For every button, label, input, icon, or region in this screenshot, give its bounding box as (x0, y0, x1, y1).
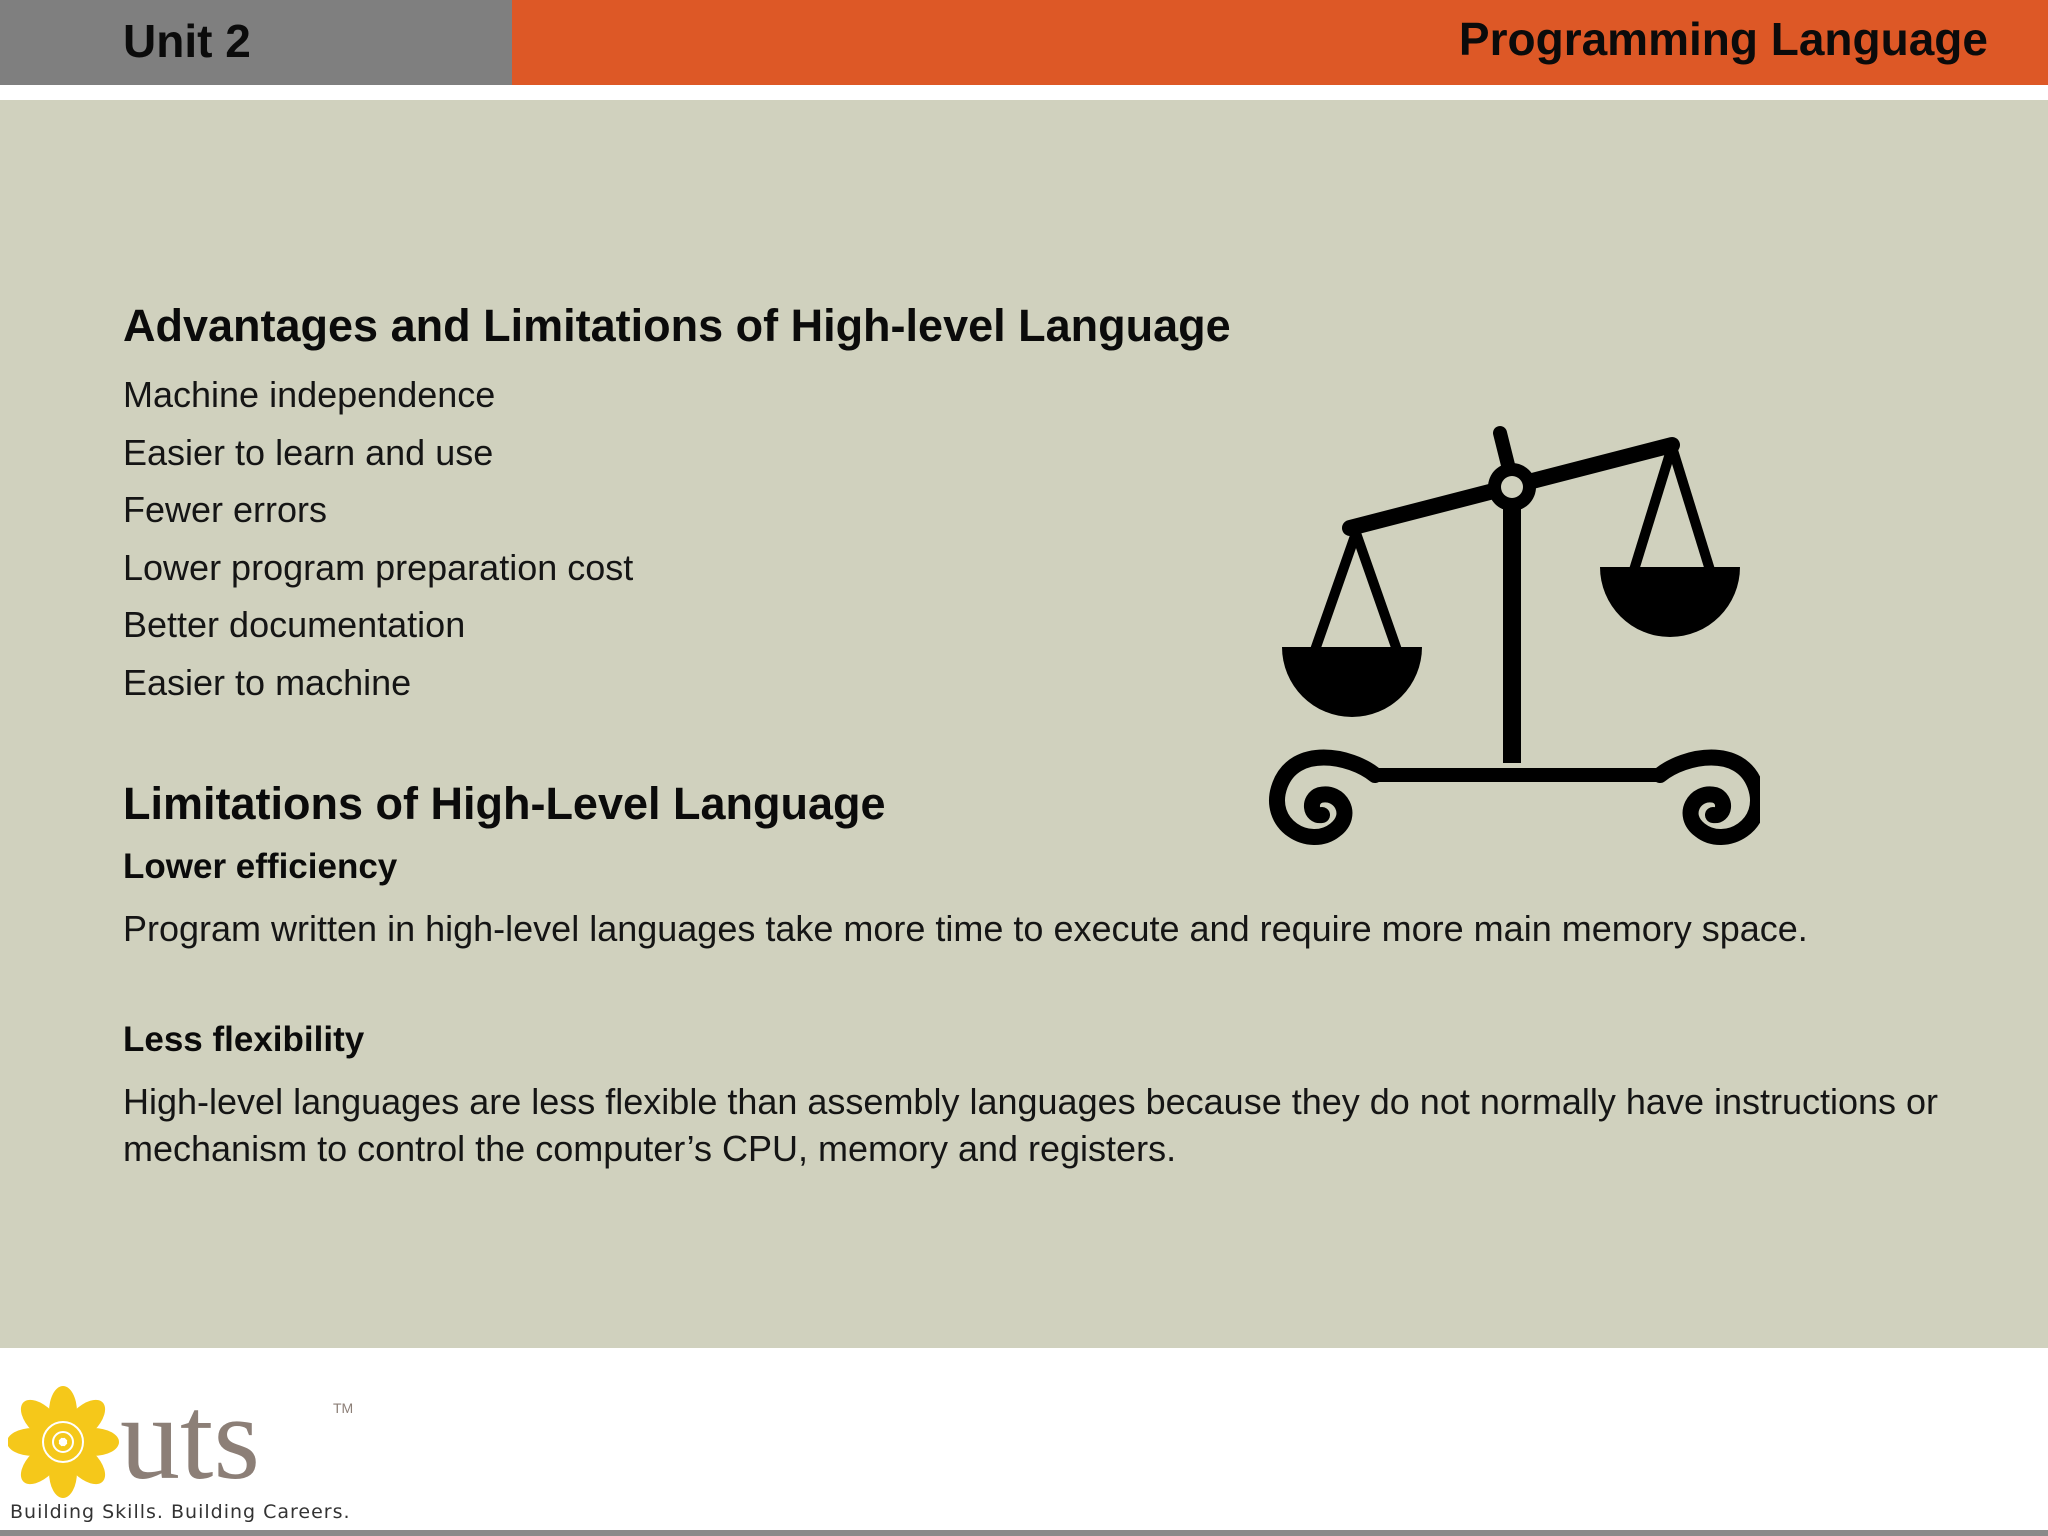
advantages-list (123, 366, 633, 712)
balance-scale-icon (1260, 425, 1760, 855)
header-title: Programming Language (1458, 13, 1988, 65)
limitation-body: Program written in high-level languages take more time to execute and require more main memory space. (123, 908, 1808, 949)
limitation-title: Lower efficiency (123, 847, 398, 886)
limitations-heading: Limitations of High-Level Language (123, 778, 886, 829)
advantages-heading: Advantages and Limitations of High-level Language (123, 300, 1231, 351)
footer-bar (0, 1530, 2048, 1536)
list-item: Machine independence (123, 374, 496, 415)
logo-tagline: Building Skills. Building Careers. (10, 1501, 351, 1523)
limitation-body: High-level languages are less flexible than assembly languages because they do not normally have instructions or mechanism to control the computer’s CPU, memory and registers. (123, 1081, 1939, 1169)
header-left-band (0, 0, 512, 85)
limitation-title: Less flexibility (123, 1020, 365, 1059)
list-item: Fewer errors (123, 489, 328, 531)
list-item: Easier to machine (123, 661, 412, 703)
logo-trademark: TM (333, 1400, 354, 1416)
list-item: Easier to learn and use (123, 431, 494, 473)
list-item: Lower program preparation cost (123, 546, 634, 588)
list-item: Better documentation (123, 604, 466, 646)
logo-wordmark: uts (120, 1371, 261, 1504)
flower-icon (8, 1386, 119, 1498)
uts-logo (8, 1360, 378, 1525)
unit-label: Unit 2 (123, 15, 251, 67)
slide-header (0, 0, 2048, 85)
